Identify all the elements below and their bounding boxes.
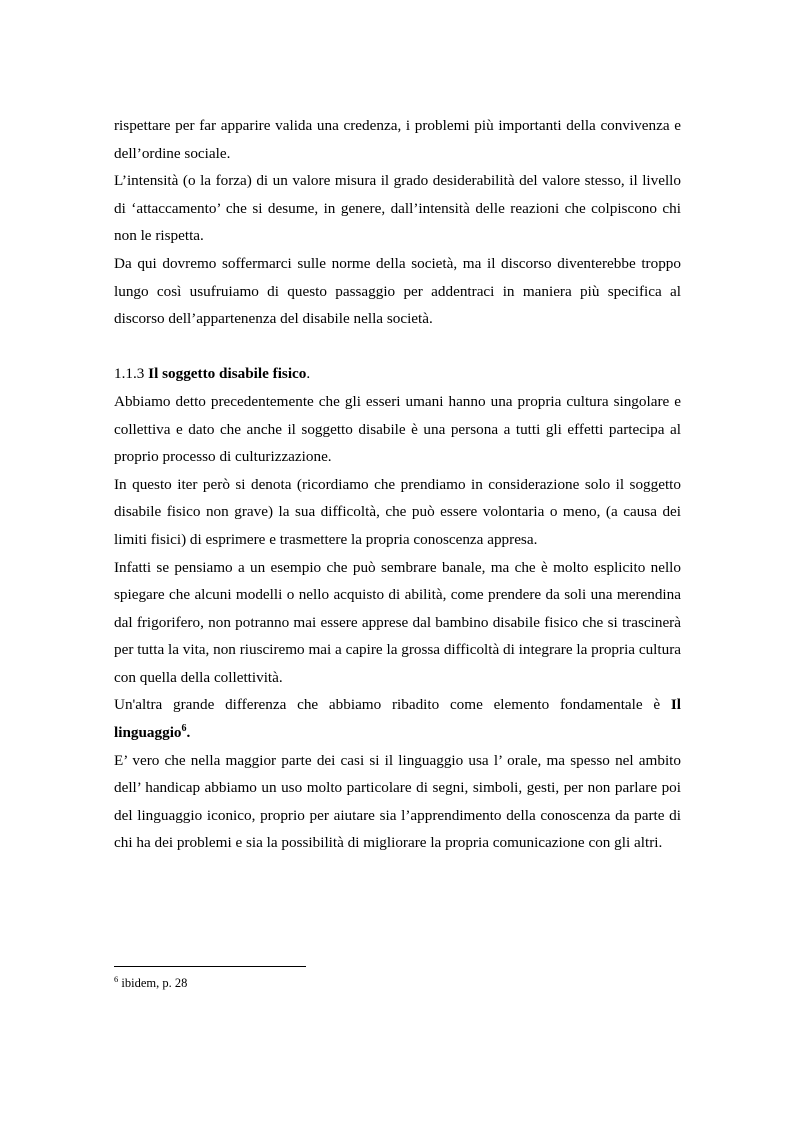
paragraph-7 [114,691,681,746]
paragraph-3: Da qui dovremo soffermarci sulle norme della società, ma il discorso diventerebbe troppo lungo così usufruiamo di questo passaggio per addentraci in maniera più specifica al discorso dell’appartenenza del disabile nella società. [114,254,681,328]
section-title: Il soggetto disabile fisico [148,365,307,383]
paragraph-7-text: Un'altra grande differenza che abbiamo ribadito come elemento fondamentale è [114,696,671,714]
language-term-period: . [186,724,191,742]
section-number: 1.1.3 [114,365,145,383]
paragraph-5: In questo iter però si denota (ricordiamo che prendiamo in considerazione solo il soggetto disabile fisico non grave) la sua difficoltà, che può essere volontaria o meno, (a causa dei limiti fisici) di esprimere e trasmettere la propria conoscenza appresa. [114,475,681,548]
footnote-mark: 6 [114,974,119,984]
paragraph-4: Abbiamo detto precedentemente che gli esseri umani hanno una propria cultura singolare e collettiva e dato che anche il soggetto disabile è una persona a tutti gli effetti partecipa al proprio processo di culturizzazione. [114,392,681,466]
paragraph-2: L’intensità (o la forza) di un valore misura il grado desiderabilità del valore stesso, il livello di ‘attaccamento’ che si desume, in genere, dall’intensità delle reazioni che colpiscono chi non le rispetta. [114,172,681,245]
section-title-period: . [306,365,311,383]
section-spacer [114,333,681,361]
body-text [114,112,681,857]
paragraph-1: rispettare per far apparire valida una credenza, i problemi più importanti della convivenza e dell’ordine sociale. [114,117,681,162]
paragraph-8: E’ vero che nella maggior parte dei casi si il linguaggio usa l’ orale, ma spesso nel ambito dell’ handicap abbiamo un uso molto particolare di segni, simboli, gesti, per non parlare poi del linguaggio iconico, proprio per aiutare sia l’apprendimento della conoscenza da parte di chi ha dei problemi e sia la possibilità di migliorare la propria comunicazione con gli altri. [114,751,681,852]
section-heading [114,360,681,388]
footnote [114,975,187,991]
language-term-text: Il linguaggio [114,696,681,742]
paragraph-6: Infatti se pensiamo a un esempio che può sembrare banale, ma che è molto esplicito nello spiegare che alcuni modelli o nello acquisto di abilità, come prendere da soli una merendina dal frigorifero, non potranno mai essere apprese dal bambino disabile fisico che si trascinerà per tutta la vita, non riusciremo mai a capire la grossa difficoltà di integrare la propria cultura con quella della collettività. [114,558,681,686]
footnote-divider [114,966,306,967]
footnote-text: ibidem, p. 28 [118,976,188,990]
footnote-reference[interactable]: 6 [181,723,187,735]
